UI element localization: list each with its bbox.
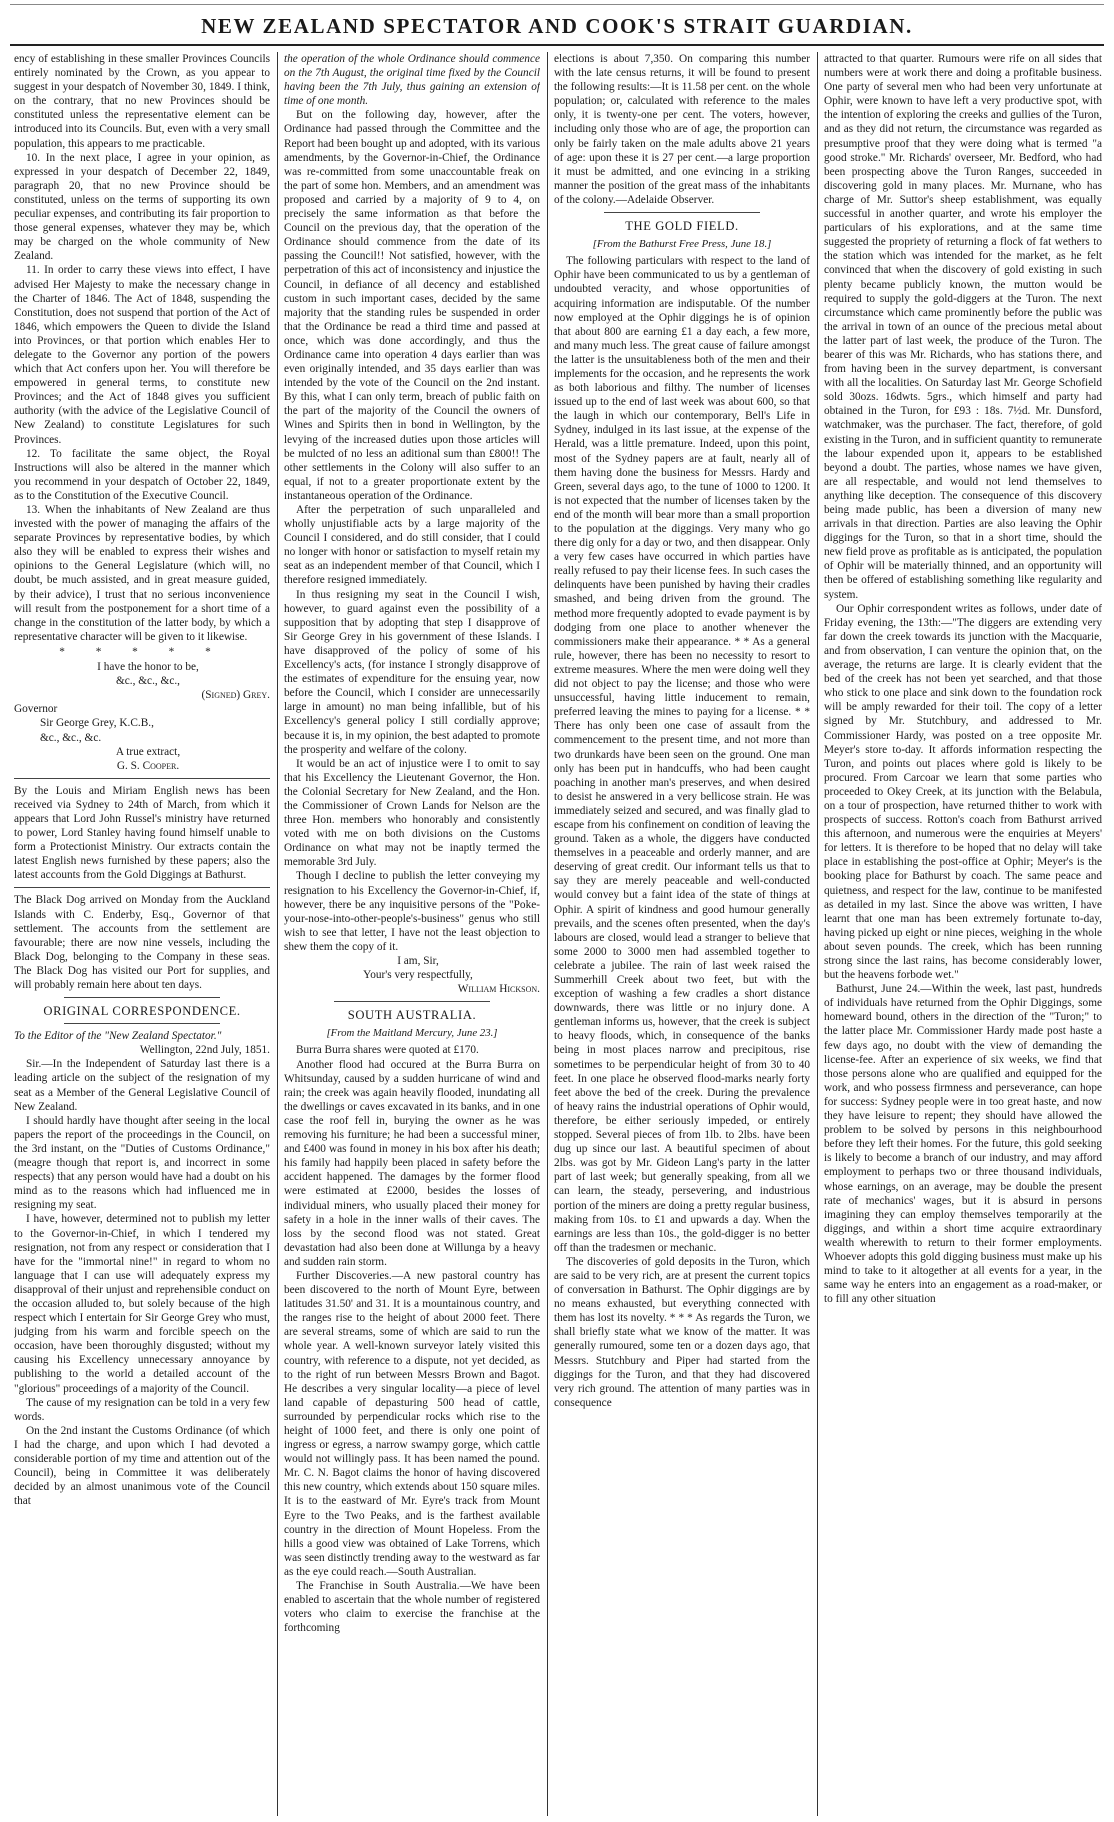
signature-line: (Signed) Grey. — [201, 689, 270, 702]
signature-line: William Hickson. — [457, 983, 540, 996]
section-divider — [604, 212, 760, 213]
addressee-line: Governor — [14, 703, 58, 716]
despatch-paragraph: 12. To facilitate the same object, the Royal Instructions will also be altered in the manner which you recommend in your despatch of October 22, 1849, as to the Constitution of the Executive Council. — [14, 447, 270, 502]
section-heading: SOUTH AUSTRALIA. — [347, 1008, 477, 1023]
letter-paragraph: On the 2nd instant the Customs Ordinance (of which I had the charge, and upon which I had devoted a considerable portion of my time and attention out of the Council), being in Committee it was deliberately decided by an almost unanimous vote of the Council that — [14, 1424, 270, 1508]
extract-note: A true extract, — [115, 745, 181, 758]
despatch-paragraph: ency of establishing in these smaller Provinces Councils entirely nominated by the Crown, as you appear to suggest in your despatch of November 30, 1849. I think, on the contrary, that no new Provinces should be constituted unless the representative element can be introduced into its Councils. But, even with a very small population, this appears to me practicable. — [14, 53, 270, 150]
letter-paragraph: the operation of the whole Ordinance should commence on the 7th August, the original time fixed by the Council having been the 7th July, thus gaining an extension of time of one month. — [284, 53, 540, 108]
closing-line: &c., &c., &c., — [116, 675, 180, 688]
news-paragraph: By the Louis and Miriam English news has been received via Sydney to 24th of March, from which it appears that Lord John Russel's ministry have returned to power, Lord Stanley having found himself unable to form a Protectionist Ministry. Our extracts contain the latest English news furnished by these papers; also the latest accounts from the Gold Diggings at Bathurst. — [14, 784, 270, 882]
masthead — [0, 0, 1114, 46]
news-paragraph: Our Ophir correspondent writes as follows, under date of Friday evening, the 13th:—"The diggers are extending very far down the creek towards its junction with the Macquarie, and from observation, I can venture the opinion that, on the average, the returns are large. It is clearly evident that the bed of the creek has not been yet searched, and that those who stick to one place and sink down to the foundation rock will be amply rewarded for their toil. The copy of a letter signed by Mr. Stutchbury, and addressed to Mr. Commissioner Hardy, was posted on a tree opposite Mr. Meyer's store to-day. It affords information respecting the Turon, and points out places where gold is likely to be procured. From Carcoar we learn that some parties who proceeded to Okey Creek, at its junction with the Belabula, on a tour of prospection, have returned thither to work with prospects of success. Rotton's coach from Bathurst arrived this afternoon, and numerous were the enquiries at Meyers' for letters. It is therefore to be hoped that no delay will take place in establishing the post-office at Ophir; Meyer's is the booking place for Bathurst by coach. The same peace and quietness, and respect for the law, continue to be manifested as detailed in my last. Since the above was written, I have learnt that one man has been extremely fortunate to-day, having picked up eight or nine pieces, weighing in the whole about seven pounds. The creek, which has been running strong since the last rains, has become considerably lower, but the heavens forbode wet." — [824, 602, 1102, 982]
news-paragraph: Another flood had occured at the Burra Burra on Whitsunday, caused by a sudden hurricane of wind and rain; the creek was again heavily flooded, inundating all the dwellings or caves excavated in its banks, and in one case the roof fell in, burying the owner as he was removing his furniture; he had been a successful miner, and £400 was found in money in his box after his death; his family had happily been placed in safety before the accident happened. The damages by the former flood were estimated at £2000, besides the losses of individual miners, who usually placed their money for safety in a hole in the inner walls of their caves. The loss by the second flood was not stated. Great devastation had also been done at Willunga by a heavy and sudden rain storm. — [284, 1058, 540, 1268]
letter-paragraph: The cause of my resignation can be told in a very few words. — [14, 1396, 270, 1423]
letter-paragraph: In thus resigning my seat in the Council I wish, however, to guard against even the possibility of a supposition that by adopting that step I disapprove of Sir George Grey in his government of these Islands. I have disapproved of the policy of some of his Excellency's acts, (for instance I strongly disapprove of the estimates of expenditure for the ensuing year, now before the Council, which I consider are unnecessarily large in amount) no man being infallible, but of his Excellency's general policy I still cordially approve; because it is, in my opinion, the best adapted to promote the prosperity and welfare of the colony. — [284, 588, 540, 756]
despatch-paragraph: 13. When the inhabitants of New Zealand are thus invested with the power of managing the affairs of the separate Provinces by representative bodies, by which also they will be enabled to express their wishes and opinions to the General Legislature (which will, no doubt, be much assisted, and in great measure guided, by their advice), I trust that no serious inconvenience will result from the postponement for a short time of a change in the constitution of the latter body, by which a representative character will be given to it likewise. — [14, 504, 270, 643]
column-4 — [824, 52, 1102, 1818]
extract-signature: G. S. Cooper. — [116, 759, 180, 772]
news-paragraph: The Black Dog arrived on Monday from the Auckland Islands with C. Enderby, Esq., Governor of that settlement. The accounts from the settlement are favourable; there are now nine vessels, including the Black Dog, belonging to the Company in these seas. The Black Dog has visited our Port for supplies, and will probably remain here about ten days. — [14, 894, 270, 991]
news-paragraph: Further Discoveries.—A new pastoral country has been discovered to the north of Mount Eyre, between latitudes 31.50' and 31. It is a mountainous country, and the ranges rise to the height of about 2000 feet. There are several streams, some of which are said to run the whole year. A well-known surveyor lately visited this country, with reference to a dispute, not yet decided, as to the right of run between Messrs Brown and Bagot. He describes a very singular locality—a piece of level land capable of depasturing 500 head of cattle, surrounded by perpendicular rocks which rise to the height of 1000 feet, and there is only one point of ingress or egress, a narrow swampy gorge, which cattle would not willingly pass. It has been named the pound. Mr. C. N. Bagot claims the honor of having discovered this new country, which extends about 150 square miles. It is to the eastward of Mr. Eyre's track from Mount Eyre to the Two Peaks, and is the farthest available country in the direction of Mount Hopeless. From the hills a good view was obtained of Lake Torrens, which was seen distinctly trending away to the westward as far as the eye could reach.—South Australian. — [284, 1269, 540, 1578]
column-rule — [817, 52, 818, 1816]
column-1 — [14, 52, 270, 1818]
news-paragraph: Bathurst, June 24.—Within the week, last past, hundreds of individuals have returned from the Ophir Diggings, some homeward bound, others in the direction of the "Turon;" to the latter place Mr. Commissioner Hardy made post haste a few days ago, no doubt with the view of demanding the license-fee. After an experience of six weeks, we find that those persons alone who are qualified and equipped for the work, and who possess firmness and perseverance, can hope for success: Sydney people were in too great haste, and now they have leisure to repent; they should have allowed the problem to be solved by persons in this neighbourhood before they left their homes. For the future, this gold seeking is likely to become a branch of our industry, and may afford employment to perhaps two or three thousand individuals, whose earnings, on an average, may be double the present rate of mechanics' wages, but it is absurd in persons imagining they can employ themselves temporarily at the diggings, and within a short time acquire extraordinary wealth wherewith to return to their former employments. Whoever adopts this gold digging business must make up his mind to take to it altogether at all events for a year, in the same way he enters into an engagement as a road-maker, or to fill any other situation — [824, 983, 1102, 1306]
closing-line: Your's very respectfully, — [363, 969, 473, 982]
letter-paragraph: I should hardly have thought after seeing in the local papers the report of the proceedings in the Council, on the 3rd instant, on the "Duties of Customs Ordinance," (meagre though that report is, and incorrect in some respects) that any person would have had a doubt on his mind as to the reasons which had influenced me in resigning my seat. — [14, 1114, 270, 1212]
section-divider — [14, 778, 270, 779]
news-paragraph: The Franchise in South Australia.—We have been enabled to ascertain that the whole number of registered voters who claim to exercise the franchise at the forthcoming — [284, 1580, 540, 1635]
source-line: [From the Bathurst Free Press, June 18.] — [592, 238, 772, 251]
addressee-line: &c., &c., &c. — [40, 731, 102, 744]
masthead-top-rule — [10, 4, 1104, 5]
letter-paragraph: Sir.—In the Independent of Saturday last there is a leading article on the subject of the resignation of my seat as a Member of the General Legislative Council of New Zealand. — [14, 1058, 270, 1113]
section-heading: ORIGINAL CORRESPONDENCE. — [43, 1004, 241, 1019]
letter-addressee: To the Editor of the "New Zealand Spectator." — [14, 1030, 222, 1043]
letter-date: Wellington, 22nd July, 1851. — [139, 1044, 270, 1057]
letter-paragraph: Though I decline to publish the letter conveying my resignation to his Excellency the Governor-in-Chief, if, however, there be any inquisitive persons of the "Poke-your-nose-into-other-people's-business" genus who still wish to see that letter, I have not the least objection to shew them the copy of it. — [284, 870, 540, 953]
letter-paragraph: I have, however, determined not to publish my letter to the Governor-in-Chief, in which I tendered my resignation, not from any respect or consideration that I have for the "immortal nine!" in regard to whom no language that I can use will adequately express my disapproval of their unjust and reprehensible conduct on the occasion alluded to, but solely because of the high respect which I entertain for Sir George Grey who must, judging from his warm and forcible speech on the occasion, have been thoroughly disgusted; without my causing his Excellency unnecessary annoyance by publishing to the world a detailed account of the "glorious" proceedings of a majority of the Council. — [14, 1213, 270, 1395]
masthead-bottom-rule — [10, 44, 1104, 46]
ellipsis-stars: * * * * * — [59, 645, 225, 658]
news-paragraph: The discoveries of gold deposits in the Turon, which are said to be very rich, are at present the current topics of conversation in Bathurst. The Ophir diggings are by no means exhausted, but everything connected with them has lost its novelty. * * * As regards the Turon, we shall briefly state what we know of the matter. It was generally rumoured, some ten or a dozen days ago, that Messrs. Stutchbury and Piper had started from the diggings for the Turon, and that they had discovered very rich ground. The attention of many parties was in consequence — [554, 1255, 810, 1409]
column-2 — [284, 52, 540, 1818]
closing-line: I have the honor to be, — [97, 661, 199, 674]
source-line: [From the Maitland Mercury, June 23.] — [326, 1027, 498, 1040]
column-3 — [554, 52, 810, 1818]
column-rule — [547, 52, 548, 1816]
section-heading: THE GOLD FIELD. — [625, 219, 739, 234]
news-paragraph: elections is about 7,350. On comparing this number with the late census returns, it will be found to present the following results:—It is 11.58 per cent. on the whole population; or, calculated with reference to the males only, it is twenty-one per cent. The voters, however, including only those who are of age, the proportion can only be fairly taken on the male adults above 21 years of age: upon these it is 27 per cent.—a large proportion it must be admitted, and one evincing in a striking manner the position of the great mass of the inhabitants of the colony.—Adelaide Observer. — [554, 53, 810, 206]
letter-paragraph: It would be an act of injustice were I to omit to say that his Excellency the Lieutenant Governor, the Hon. the Colonial Secretary for New Zealand, and the Hon. the Commissioner of Crown Lands for Nelson are the three Hon. members who honorably and consistently voted with me on both divisions on the Customs Ordinance on what may not be inaptly termed the memorable 3rd July. — [284, 757, 540, 869]
despatch-paragraph: 10. In the next place, I agree in your opinion, as expressed in your despatch of December 22, 1849, paragraph 20, that no new Province should be constituted, unless on the terms of supporting its own peculiar expenses, and contributing its fair proportion to those general expenses, whatever they may be, which may be charged on the whole community of New Zealand. — [14, 151, 270, 263]
letter-paragraph: After the perpetration of such unparalleled and wholly unjustifiable acts by a large majority of the Council I considered, and do still consider, that I could no longer with honor or satisfaction to myself retain my seat as an independent member of that Council, which I therefore resigned immediately. — [284, 504, 540, 587]
column-rule — [277, 52, 278, 1816]
despatch-paragraph: 11. In order to carry these views into effect, I have advised Her Majesty to make the necessary change in the Charter of 1846. The Act of 1848, suspending the Constitution, does not suspend that portion of the Act of 1846, which empowers the Queen to divide the Island into Provinces, or that portion which enables Her to delegate to the Governor any portion of the powers which that Act confers upon her. You will therefore be empowered in general terms, to constitute new Provinces; and the Act of 1848 gives you sufficient authority (with the advice of the Legislative Council of New Zealand) to constitute Legislatures for such Provinces. — [14, 264, 270, 446]
section-divider — [64, 997, 220, 998]
news-paragraph: The following particulars with respect to the land of Ophir have been communicated to us by a gentleman of undoubted veracity, and whose opportunities of acquiring information are indisputable. Of the number now employed at the Ophir diggings he is of opinion that about 800 are earning £1 a day each, a few more, and many much less. The great cause of failure amongst the latter is the unsuitableness both of the men and their implements for the occasion, and he represents the work as both laborious and filthy. The number of licenses issued up to the end of last week was about 600, so that the laugh in which our contemporary, Bell's Life in Sydney, indulged in its last issue, at the expense of the Herald, was a little premature. Indeed, upon this point, most of the Sydney papers are at fault, nearly all of them having done the business for Messrs. Hardy and Green, several days ago, to the tune of 1000 to 1200. It is not expected that the number of licenses taken by the end of the month will bear more than a small proportion to the population at the diggings. Very many who go there dig only for a day or two, and then disappear. Only a very few cases have occurred in which parties have really refused to pay their license fees. In such cases the delinquents have been punished by having their cradles smashed, and being driven from the ground. The method more frequently adopted to evade payment is by dodging from one place to another whenever the commissioners make their appearance. * * As a general rule, however, there has been no necessity to resort to extreme measures. Where the men were doing well they did not object to pay the license; and those who were unsuccessful, having little inducement to remain, preferred leaving the mines to paying for a license. * * There has only been one case of assault from the commencement to the present time, and not more than two drunkards have been seen on the ground. One man only has been put in handcuffs, who had been caught poaching in another man's preserves, and when desired to desist he answered in a very bellicose strain. He was immediately seized and secured, and was finally glad to escape from his confinement on condition of leaving the ground. Taken as a whole, the diggers have conducted themselves in a peaceable and orderly manner, and are deserving of great credit. Our informant tells us that to say they are merely peaceable and well-conducted would convey but a faint idea of the state of things at Ophir. A spirit of kindness and good humour generally prevails, and the scenes often presented, when the day's labours are closed, would lead a stranger to believe that some 2000 to 3000 men had assembled together to celebrate a jubilee. The rain of last week raised the Summerhill Creek about two feet, but with the exception of washing a few cradles a short distance downwards, there was little or no injury done. A gentleman informs us, however, that the creek is subject to heavy floods, which, in consequence of the banks being in most places narrow and precipitous, rise sometimes to be perpendicular height of from 30 to 40 feet. In one place he observed flood-marks nearly forty feet above the bed of the creek. During the prevalence of heavy rains the industrial operations of Ophir would, therefore, be either seriously impeded, or entirely stopped. Several pieces of from 1lb. to 2lbs. have been dug up since our last. A beautiful specimen of about 2lbs. was got by Mr. Gideon Lang's party in the latter part of last week; but generally speaking, from all we can learn, the steady, persevering, and industrious portion of the miners are doing a pretty regular business, making from 10s. to £1 and upwards a day. When the earnings are less than 10s., the gold-digger is no better off than the tradesmen or mechanic. — [554, 255, 810, 1254]
section-divider — [64, 1023, 220, 1024]
closing-line: I am, Sir, — [397, 955, 439, 967]
section-divider — [14, 887, 270, 888]
newspaper-title: NEW ZEALAND SPECTATOR AND COOK'S STRAIT GUARDIAN. — [201, 14, 913, 38]
news-paragraph: Burra Burra shares were quoted at £170. — [296, 1044, 479, 1057]
letter-paragraph: But on the following day, however, after the Ordinance had passed through the Committee and the Report had been bought up and adopted, with its various amendments, by the Governor-in-Chief, the Ordinance was re-committed from some unaccountable freak on the part of some hon. Members, and an amendment was proposed and carried by a majority of 9 to 4, on precisely the same information as that before the Council on the previous day, that the operation of the Ordinance should commence from the date of its passing the Council!! Not satisfied, however, with the perpetration of this act of inconsistency and injustice the Council, in defiance of all decency and established custom in such important cases, decided by the same majority that the standing rules be suspended in order that the Ordinance be read a third time and passed at once, which was done accordingly, and thus the Ordinance came into operation 4 days earlier than was even originally intended, and 35 days earlier than was intended by the vote of the Council on the 2nd instant. By this, what I can only term, breach of public faith on the part of the majority of the Council the owners of Wines and Spirits then in bond in Wellington, by the levying of the increased duties upon those articles will be mulcted of no less an aditional sum than £800!! The other settlements in the Colony will also suffer to an equal, if not to a greater proportionate extent by the instantaneous operation of the Ordinance. — [284, 109, 540, 502]
addressee-line: Sir George Grey, K.C.B., — [40, 717, 154, 730]
news-paragraph: attracted to that quarter. Rumours were rife on all sides that numbers were at work there and doing a profitable business. One party of several men who had been very unfortunate at Ophir, were known to have left a very productive spot, with the intention of exploring the creeks and gullies of the Turon, and as they did not return, the circumstance was regarded as presumptive proof that they were doing what is termed "a good stroke." Mr. Richards' overseer, Mr. Bedford, who had been prospecting above the Turon Ranges, succeeded in discovering gold in many places. Mr. Murnane, who has charge of Mr. Suttor's sheep establishment, was equally successful in another quarter, and wrote his employer the particulars of his explorations, and at the same time suggested the propriety of returning a flock of fat wethers to the station which was intended for the market, as he felt convinced that when the discovery of gold existing in such plenty became publicly known, the mutton would be required to supply the gold-diggers at the Turon. The next circumstance which came prominently before the public was the arrival in town of an ounce of the precious metal about the latter part of last week, the produce of the Turon. The bearer of this was Mr. Richards, who has stations there, and from having been in the survey department, is conversant with all the localities. On Saturday last Mr. George Schofield sold 30ozs. 16dwts. 5grs., which himself and party had obtained in the Turon, for £93 : 18s. 7½d. Mr. Dunsford, watchmaker, was the purchaser. The fact, therefore, of gold existing in the Turon, and in sufficient quantity to remunerate the labour expended upon it, appears to be established beyond a doubt. The parties, whose names we have given, are all respectable, and would not lend themselves to anything like deception. The consequence of this discovery being made public, has been a diversion of many new arrivals in that direction. Parties are also leaving the Ophir diggings for the Turon, so that in a short time, should the new field prove as profitable as is anticipated, the population of Ophir will be materially thinned, and an opportunity will then be offered of establishing something like regularity and system. — [824, 53, 1102, 601]
section-divider — [334, 1001, 490, 1002]
